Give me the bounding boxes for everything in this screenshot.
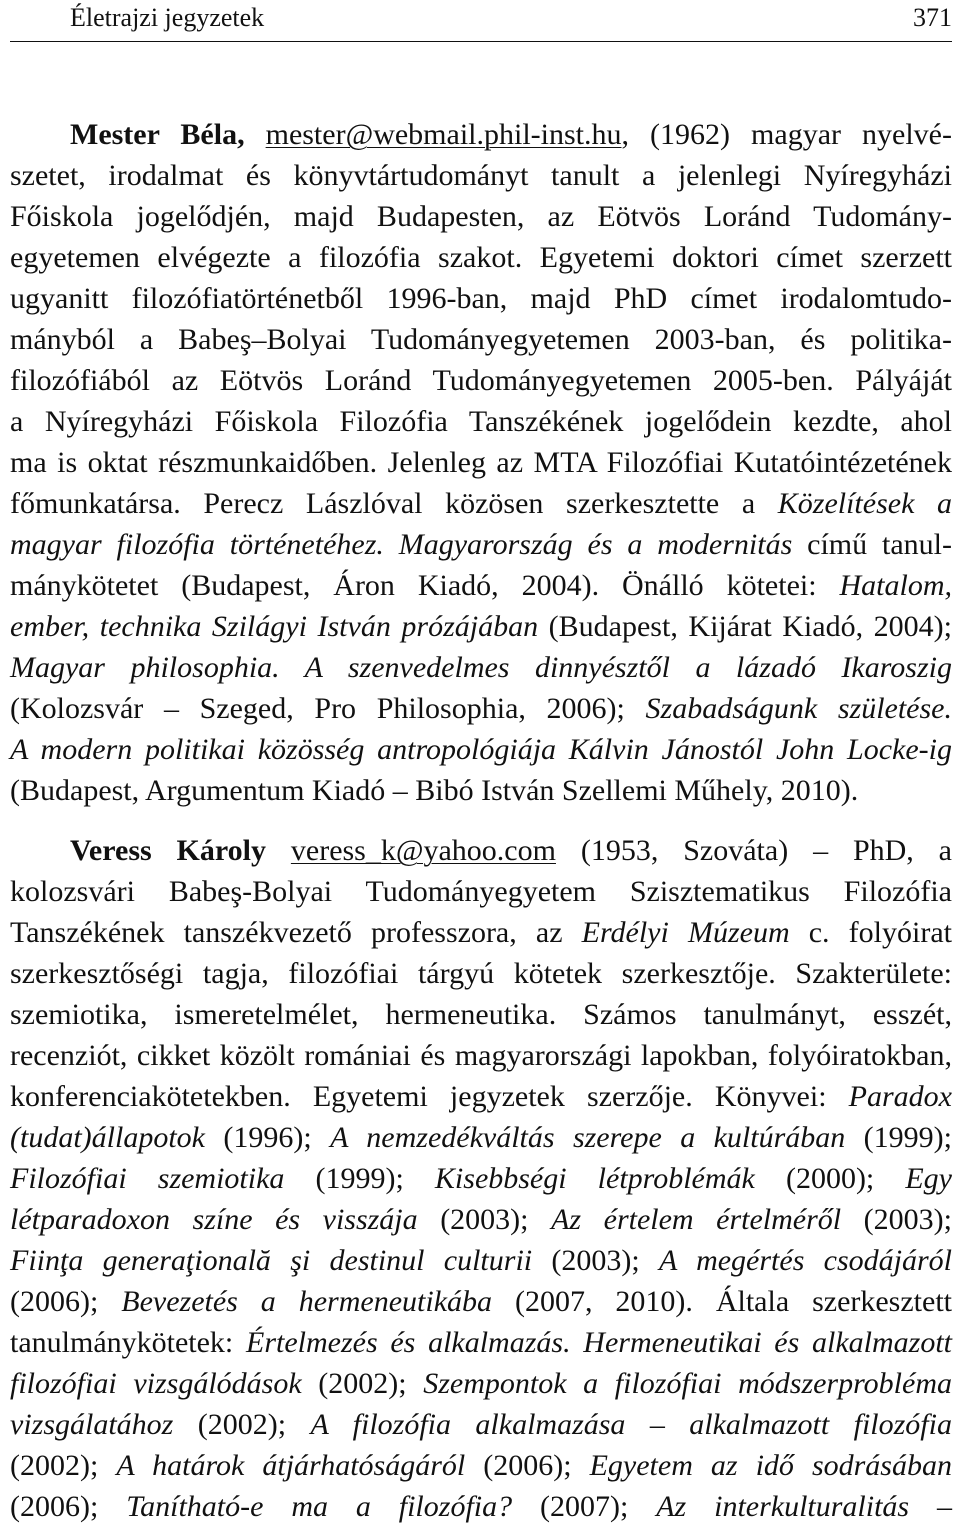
text-run: (2007, 2010). Általa szerkesztett bbox=[492, 1285, 952, 1318]
text-line bbox=[10, 688, 952, 729]
text-line bbox=[10, 1281, 952, 1322]
italic-title: ember, technika Szilágyi István prózájában bbox=[10, 610, 539, 643]
text-line bbox=[10, 953, 952, 994]
text-line bbox=[10, 442, 952, 483]
person-name: Veress Károly bbox=[70, 834, 291, 867]
italic-title: A megértés csodájáról bbox=[659, 1244, 952, 1277]
italic-title: (tudat)állapotok bbox=[10, 1121, 205, 1154]
text-run: tanulmánykötetek: bbox=[10, 1326, 246, 1359]
text-run: című tanul- bbox=[792, 528, 952, 561]
text-line bbox=[10, 196, 952, 237]
text-run: (2006); bbox=[465, 1449, 590, 1482]
text-line bbox=[10, 114, 952, 155]
text-run: (2003); bbox=[532, 1244, 659, 1277]
running-head-title: Életrajzi jegyzetek bbox=[70, 3, 265, 32]
italic-title: létparadoxon színe és visszája bbox=[10, 1203, 418, 1236]
text-run: (2007); bbox=[512, 1490, 657, 1523]
email-link[interactable]: mester@webmail.phil-inst.hu bbox=[265, 118, 622, 151]
italic-title: A nemzedékváltás szerepe a kultúrában bbox=[330, 1121, 846, 1154]
italic-title: Paradox bbox=[848, 1080, 952, 1113]
text-line bbox=[10, 871, 952, 912]
italic-title: Erdélyi Múzeum bbox=[581, 916, 790, 949]
text-line bbox=[10, 1240, 952, 1281]
text-run: kolozsvári Babeş-Bolyai Tudományegyetem Szisztematikus Filozófia bbox=[10, 875, 952, 908]
running-head bbox=[70, 2, 952, 34]
text-run: (2002); bbox=[10, 1449, 117, 1482]
text-run: (2000); bbox=[754, 1162, 906, 1195]
italic-title: Fiinţa generaţională şi destinul culturii bbox=[10, 1244, 533, 1277]
text-line bbox=[10, 1486, 952, 1527]
italic-title: A határok átjárhatóságáról bbox=[116, 1449, 466, 1482]
text-line bbox=[10, 278, 952, 319]
italic-title: Az interkulturalitás – bbox=[656, 1490, 952, 1523]
italic-title: Hatalom, bbox=[839, 569, 952, 602]
text-run: egyetemen elvégezte a filozófia szakot. Egyetemi doktori címet szerzett bbox=[10, 241, 952, 274]
text-line bbox=[10, 1076, 952, 1117]
text-line bbox=[10, 483, 952, 524]
text-line bbox=[10, 1199, 952, 1240]
text-run: ma is oktat részmunkaidőben. Jelenleg az MTA Filozófiai Kutatóintézetének bbox=[10, 446, 952, 479]
text-line bbox=[10, 237, 952, 278]
italic-title: Az értelem értelméről bbox=[551, 1203, 842, 1236]
italic-title: Filozófiai szemiotika bbox=[10, 1162, 285, 1195]
text-run: filozófiából az Eötvös Loránd Tudományegyetemen 2005-ben. Pályáját bbox=[10, 364, 952, 397]
text-run: (2006); bbox=[10, 1490, 127, 1523]
text-run: (Kolozsvár – Szeged, Pro Philosophia, 2006); bbox=[10, 692, 646, 725]
text-run: (2003); bbox=[841, 1203, 952, 1236]
italic-title: Szempontok a filozófiai módszerprobléma bbox=[423, 1367, 952, 1400]
text-line bbox=[10, 606, 952, 647]
text-line bbox=[10, 647, 952, 688]
italic-title: Egyetem az idő sodrásában bbox=[589, 1449, 952, 1482]
text-line bbox=[10, 401, 952, 442]
text-run: (1953, Szováta) – PhD, a bbox=[555, 834, 952, 867]
text-body bbox=[10, 114, 952, 1527]
text-run: (1996); bbox=[204, 1121, 331, 1154]
text-run: Tanszékének tanszékvezető professzora, az bbox=[10, 916, 582, 949]
text-line bbox=[10, 524, 952, 565]
text-run: mányból a Babeş–Bolyai Tudományegyetemen 2003-ban, és politika- bbox=[10, 323, 952, 356]
header-divider bbox=[10, 41, 952, 42]
text-line bbox=[10, 319, 952, 360]
text-run: (2002); bbox=[301, 1367, 424, 1400]
text-line bbox=[10, 830, 952, 871]
text-run: főmunkatársa. Perecz Lászlóval közösen szerkesztette a bbox=[10, 487, 778, 520]
text-run: (2003); bbox=[417, 1203, 552, 1236]
italic-title: filozófiai vizsgálódások bbox=[10, 1367, 302, 1400]
biography-entry bbox=[10, 830, 952, 1527]
text-run: (1999); bbox=[284, 1162, 435, 1195]
italic-title: Tanítható-e ma a filozófia? bbox=[126, 1490, 513, 1523]
italic-title: Egy bbox=[905, 1162, 952, 1195]
text-run: Főiskola jogelődjén, majd Budapesten, az Eötvös Loránd Tudomány- bbox=[10, 200, 952, 233]
text-line bbox=[10, 1404, 952, 1445]
text-run: (1999); bbox=[845, 1121, 952, 1154]
text-run: recenziót, cikket közölt romániai és magyarországi lapokban, folyóiratokban, bbox=[10, 1039, 952, 1072]
italic-title: A filozófia alkalmazása – alkalmazott filozófia bbox=[310, 1408, 952, 1441]
text-run: mánykötetet (Budapest, Áron Kiadó, 2004). Önálló kötetei: bbox=[10, 569, 840, 602]
text-run: (2002); bbox=[173, 1408, 311, 1441]
italic-title: magyar filozófia történetéhez. Magyarország és a modernitás bbox=[10, 528, 793, 561]
email-link[interactable]: veress_k@yahoo.com bbox=[290, 834, 556, 867]
page-number: 371 bbox=[913, 3, 952, 32]
text-line bbox=[10, 1363, 952, 1404]
text-line bbox=[10, 565, 952, 606]
text-line bbox=[10, 770, 952, 811]
text-line bbox=[10, 1322, 952, 1363]
italic-title: Értelmezés és alkalmazás. Hermeneutikai és alkalmazott bbox=[246, 1326, 952, 1359]
text-line bbox=[10, 994, 952, 1035]
italic-title: Szabadságunk születése. bbox=[645, 692, 952, 725]
text-line bbox=[10, 1117, 952, 1158]
person-name: Mester Béla, bbox=[70, 118, 266, 151]
text-run: (2006); bbox=[10, 1285, 122, 1318]
text-run: szerkesztőségi tagja, filozófiai tárgyú kötetek szerkesztője. Szakterülete: bbox=[10, 957, 952, 990]
text-line bbox=[10, 360, 952, 401]
text-line bbox=[10, 1445, 952, 1486]
text-line bbox=[10, 155, 952, 196]
italic-title: Kisebbségi létproblémák bbox=[434, 1162, 755, 1195]
text-run: c. folyóirat bbox=[789, 916, 952, 949]
text-line bbox=[10, 1035, 952, 1076]
text-run: konferenciakötetekben. Egyetemi jegyzetek szerzője. Könyvei: bbox=[10, 1080, 849, 1113]
text-line bbox=[10, 912, 952, 953]
italic-title: Magyar philosophia. A szenvedelmes dinnyésztől a lázadó Ikaroszig bbox=[10, 651, 952, 684]
text-run: szetet, irodalmat és könyvtártudományt tanult a jelenlegi Nyíregyházi bbox=[10, 159, 952, 192]
text-run: a Nyíregyházi Főiskola Filozófia Tanszékének jogelődein kezdte, ahol bbox=[10, 405, 952, 438]
italic-title: Bevezetés a hermeneutikába bbox=[121, 1285, 493, 1318]
italic-title: vizsgálatához bbox=[10, 1408, 174, 1441]
text-run: ugyanitt filozófiatörténetből 1996-ban, majd PhD címet irodalomtudo- bbox=[10, 282, 952, 315]
text-run: szemiotika, ismeretelmélet, hermeneutika. Számos tanulmányt, esszét, bbox=[10, 998, 952, 1031]
italic-title: Közelítések a bbox=[777, 487, 952, 520]
text-line bbox=[10, 729, 952, 770]
text-line bbox=[10, 1158, 952, 1199]
biography-entry bbox=[10, 114, 952, 811]
text-run: (Budapest, Kijárat Kiadó, 2004); bbox=[538, 610, 952, 643]
text-run: , (1962) magyar nyelvé- bbox=[621, 118, 952, 151]
italic-title: A modern politikai közösség antropológiája Kálvin Jánostól John Locke-ig bbox=[10, 733, 952, 766]
text-run: (Budapest, Argumentum Kiadó – Bibó István Szellemi Műhely, 2010). bbox=[10, 774, 859, 807]
